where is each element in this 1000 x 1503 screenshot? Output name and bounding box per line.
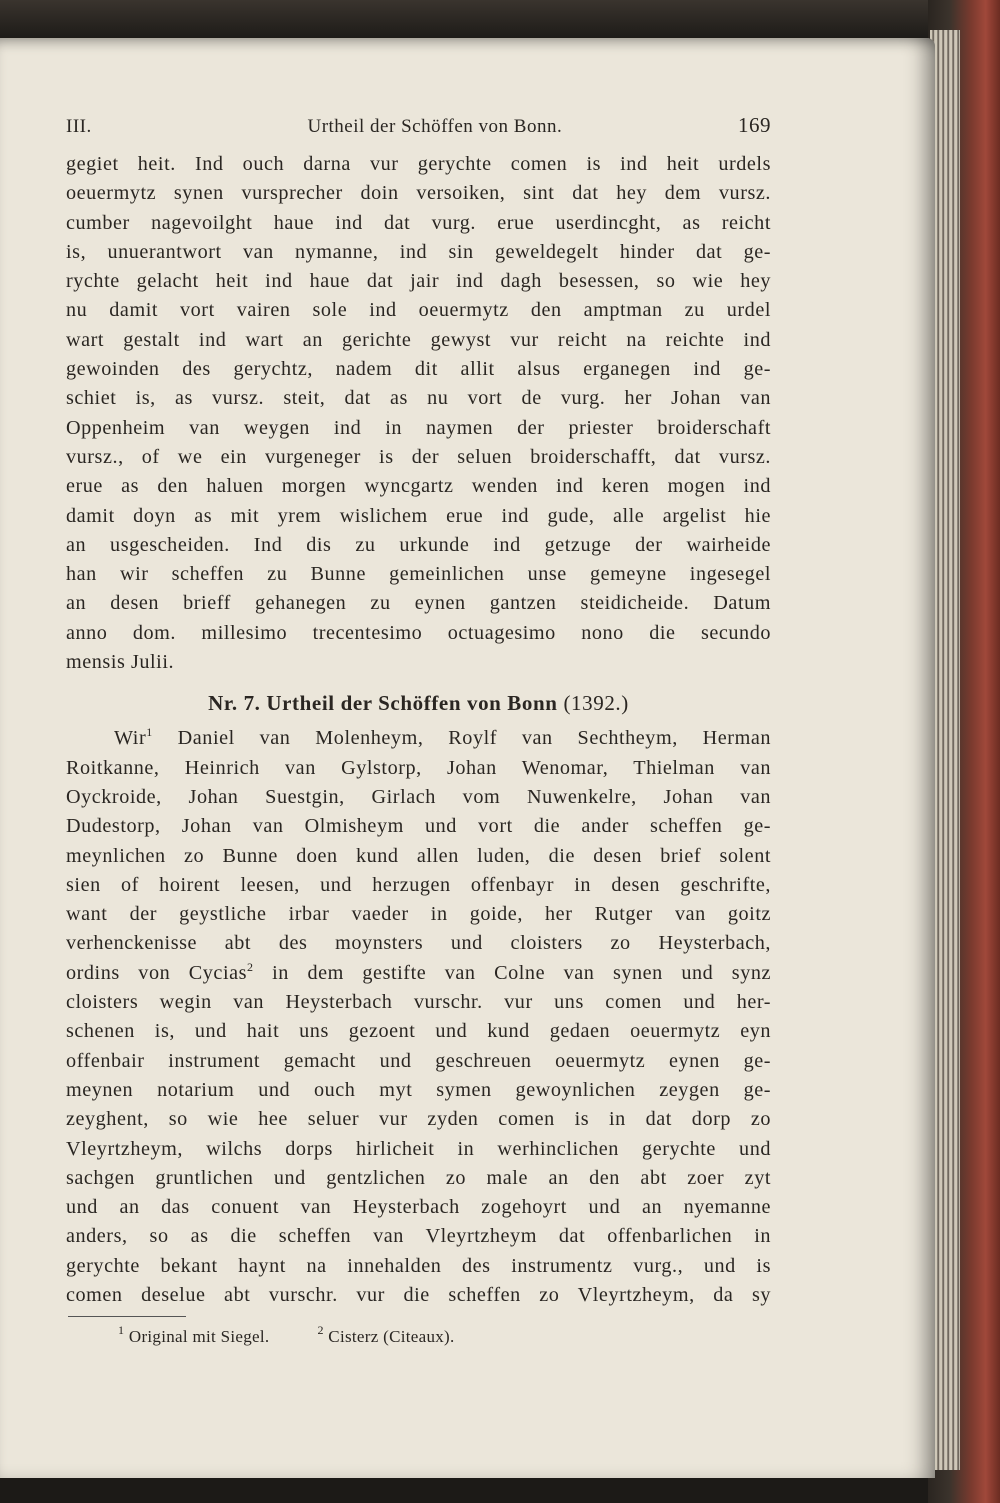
line-rest: Daniel van Molenheym, Roylf van Sechtheym, Herman: [152, 727, 771, 750]
text-line: Oyckroide, Johan Suestgin, Girlach vom Nuwenkelre, Johan van: [66, 785, 771, 808]
text-line: erue as den haluen morgen wyncgartz wenden ind keren mogen ind: [66, 475, 771, 498]
footnote-text: Cisterz (Citeaux).: [323, 1327, 455, 1347]
paragraph-1: [66, 150, 771, 677]
first-word: Wir: [114, 727, 147, 750]
paragraph-2-lines-a: [66, 754, 771, 959]
text-line: comen deselue abt vurschr. vur die scheffen zo Vleyrtzheym, da sy: [66, 1283, 771, 1306]
text-line: verhenckenisse abt des moynsters und cloisters zo Heysterbach,: [66, 932, 771, 955]
text-line: meynlichen zo Bunne doen kund allen luden, die desen brief solent: [66, 844, 771, 867]
text-line: want der geystliche irbar vaeder in goide, her Rutger van goitz: [66, 903, 771, 926]
text-line: sien of hoirent leesen, und herzugen offenbayr in desen geschrifte,: [66, 873, 771, 896]
running-head: [66, 113, 771, 138]
page-content: [66, 113, 771, 1347]
footnote-marker: 2: [317, 1323, 324, 1338]
paragraph-2-lines-b: [66, 988, 771, 1310]
text-line: gerychte bekant haynt na innehalden des instrumentz vurg., und is: [66, 1254, 771, 1277]
text-line: mensis Julii.: [66, 651, 175, 674]
text-line: gewoinden des gerychtz, nadem dit allit alsus erganegen ind ge-: [66, 358, 771, 381]
text-line: nu damit vort vairen sole ind oeuermytz den amptman zu urdel: [66, 299, 771, 322]
text-line: anno dom. millesimo trecentesimo octuagesimo nono die secundo: [66, 621, 771, 644]
text-line: rychte gelacht heit ind haue dat jair ind dagh besessen, so wie hey: [66, 270, 771, 293]
footnotes: [66, 1323, 771, 1347]
text-line: anders, so as die scheffen van Vleyrtzheym dat offenbarlichen in: [66, 1225, 771, 1248]
text-line: vursz., of we ein vurgeneger is der seluen broiderschafft, dat vursz.: [66, 445, 771, 468]
text-line: sachgen gruntlichen und gentzlichen zo male an den abt zoer zyt: [66, 1166, 771, 1189]
line-start: ordins von Cycias: [66, 961, 248, 984]
text-line: zeyghent, so wie hee seluer vur zyden comen is in dat dorp zo: [66, 1108, 771, 1131]
text-line: Dudestorp, Johan van Olmisheym und vort die ander scheffen ge-: [66, 815, 771, 838]
text-line: offenbair instrument gemacht und geschreuen oeuermytz eynen ge-: [66, 1049, 771, 1072]
line-rest: in dem gestifte van Colne van synen und synz: [253, 961, 772, 984]
section-year: (1392.): [563, 691, 629, 716]
paragraph-2: [66, 724, 771, 1310]
text-line: cumber nagevoilght haue ind dat vurg. erue userdincght, as reicht: [66, 211, 771, 234]
text-line: Vleyrtzheym, wilchs dorps hirlicheit in werhinclichen gerychte und: [66, 1137, 771, 1160]
text-line: und an das conuent van Heysterbach zogehoyrt und an nyemanne: [66, 1196, 771, 1219]
running-title: Urtheil der Schöffen von Bonn.: [307, 116, 563, 137]
text-line: an usgescheiden. Ind dis zu urkunde ind getzuge der wairheide: [66, 533, 771, 556]
text-line: cloisters wegin van Heysterbach vurschr. vur uns comen und her-: [66, 991, 771, 1014]
footnote-ref: 2: [247, 959, 254, 974]
text-line: schiet is, as vursz. steit, dat as nu vort de vurg. her Johan van: [66, 387, 771, 410]
footnote-text: Original mit Siegel.: [124, 1327, 270, 1347]
text-line: meynen notarium und ouch myt symen gewoynlichen zeygen ge-: [66, 1078, 771, 1101]
text-line: is, unuerantwort van nymanne, ind sin geweldegelt hinder dat ge-: [66, 240, 771, 263]
footnote: [118, 1323, 270, 1347]
footnote-ref: 1: [146, 725, 153, 740]
chapter-number: III.: [66, 116, 92, 137]
book-page: [0, 38, 935, 1478]
text-line: han wir scheffen zu Bunne gemeinlichen unse gemeyne ingesegel: [66, 563, 771, 586]
section-title: [66, 691, 771, 716]
page-number: 169: [738, 113, 771, 137]
footnote: [317, 1323, 455, 1347]
text-line: schenen is, und hait uns gezoent und kund gedaen oeuermytz eyn: [66, 1020, 771, 1043]
text-line: an desen brieff gehanegen zu eynen gantzen steidicheide. Datum: [66, 592, 771, 615]
text-line: gegiet heit. Ind ouch darna vur gerychte comen is ind heit urdels: [66, 153, 771, 175]
footnote-marker: 1: [118, 1323, 125, 1338]
text-line: oeuermytz synen vursprecher doin versoiken, sint dat hey dem vursz.: [66, 182, 771, 205]
text-line: damit doyn as mit yrem wislichem erue ind gude, alle argelist hie: [66, 504, 771, 527]
text-line: Roitkanne, Heinrich van Gylstorp, Johan Wenomar, Thielman van: [66, 756, 771, 779]
footnote-rule: [68, 1316, 186, 1317]
book-top-edge: [0, 0, 1000, 40]
text-line: wart gestalt ind wart an gerichte gewyst vur reicht na reichte ind: [66, 328, 771, 351]
section-title-text: Nr. 7. Urtheil der Schöffen von Bonn: [208, 691, 558, 716]
text-line: [66, 959, 771, 988]
text-line: Oppenheim van weygen ind in naymen der priester broiderschaft: [66, 416, 771, 439]
text-line: [66, 724, 771, 753]
